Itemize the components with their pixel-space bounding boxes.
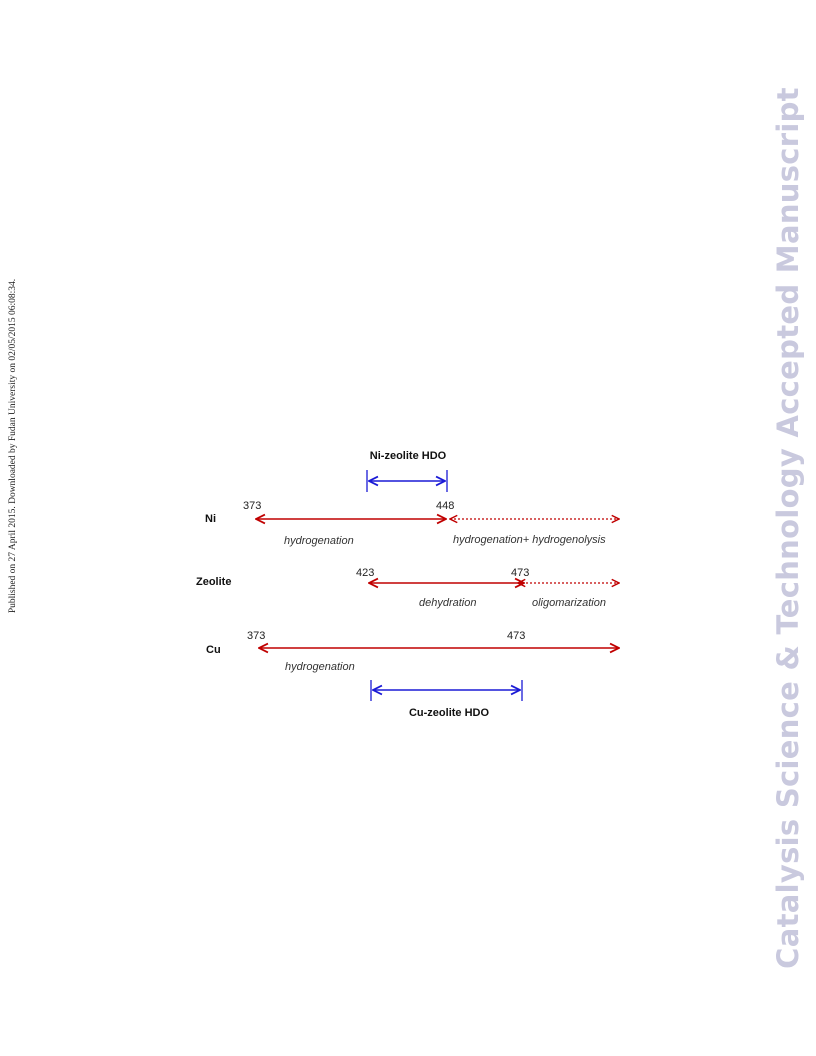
manuscript-watermark: Catalysis Science & Technology Accepted Manuscript <box>771 87 805 969</box>
cu-start-value: 373 <box>247 630 266 642</box>
zeolite-start-value: 423 <box>356 567 375 579</box>
cu-row-label: Cu <box>206 644 221 656</box>
zeolite-dotted-process: oligomarization <box>532 597 606 609</box>
cu-solid-process: hydrogenation <box>285 661 355 673</box>
zeolite-mid-value: 473 <box>511 567 530 579</box>
ni-solid-process: hydrogenation <box>284 535 354 547</box>
zeolite-row-label: Zeolite <box>196 576 232 588</box>
publication-note: Published on 27 April 2015. Downloaded by Fudan University on 02/05/2015 06:08:34. <box>8 278 18 614</box>
ni-mid-value: 448 <box>436 500 455 512</box>
ni-start-value: 373 <box>243 500 262 512</box>
cu-zeolite-hdo-label: Cu-zeolite HDO <box>408 707 490 719</box>
cu-mid-value: 473 <box>507 630 526 642</box>
ni-zeolite-hdo-label: Ni-zeolite HDO <box>369 450 447 462</box>
zeolite-solid-process: dehydration <box>419 597 477 609</box>
ni-row-label: Ni <box>205 513 216 525</box>
ni-dotted-process: hydrogenation+ hydrogenolysis <box>453 534 606 546</box>
